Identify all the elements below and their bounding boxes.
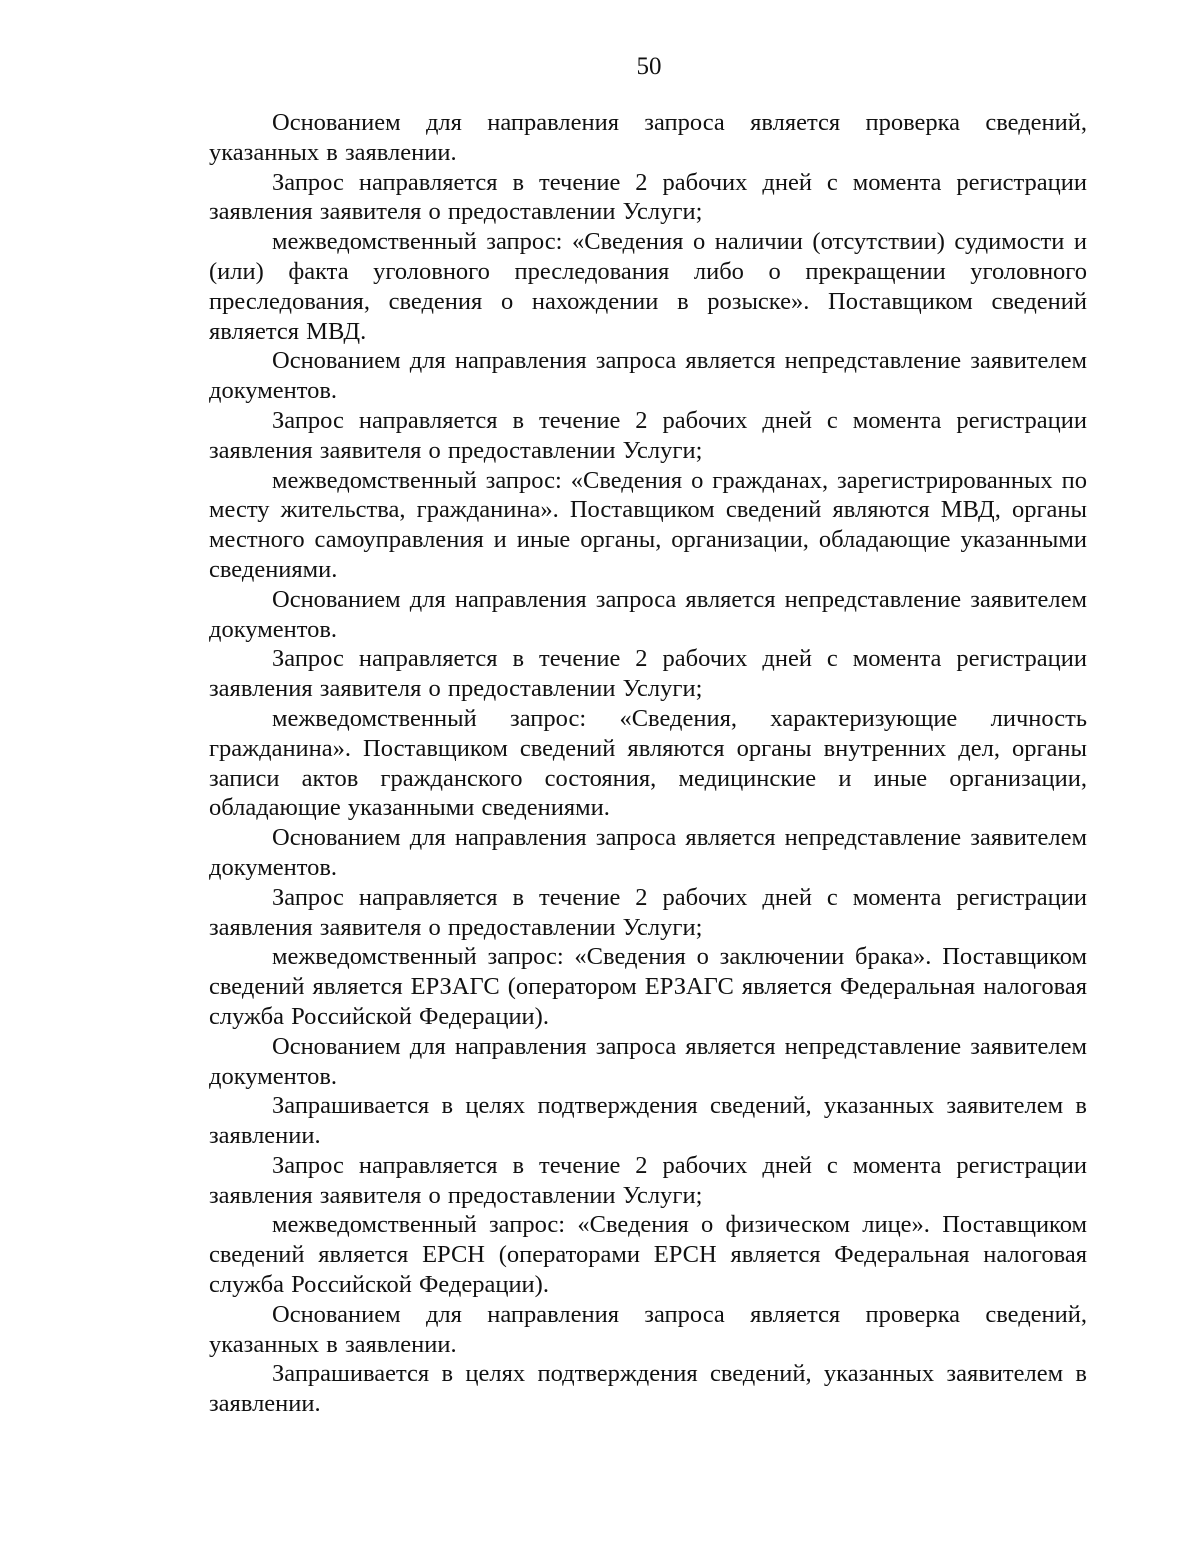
- document-body: [209, 108, 1087, 1419]
- paragraph: Основанием для направления запроса является проверка сведений, указанных в заявлении.: [209, 1300, 1087, 1358]
- paragraph: Основанием для направления запроса является проверка сведений, указанных в заявлении.: [209, 109, 1087, 166]
- paragraph: межведомственный запрос: «Сведения, характеризующие личность гражданина». Поставщиком сведений являются органы внутренних дел, органы записи актов гражданского состояния, медицинские и иные организации, обладающие указанными сведениями.: [209, 704, 1087, 822]
- page-number: 50: [636, 53, 662, 80]
- paragraph: Запрос направляется в течение 2 рабочих дней с момента регистрации заявления заявителя о предоставлении Услуги;: [209, 168, 1087, 226]
- paragraph: Запрос направляется в течение 2 рабочих дней с момента регистрации заявления заявителя о предоставлении Услуги;: [209, 645, 1087, 703]
- paragraph: межведомственный запрос: «Сведения о физическом лице». Поставщиком сведений является ЕРСН (операторами ЕРСН является Федеральная налоговая служба Российской Федерации).: [209, 1211, 1087, 1299]
- paragraph: Запрашивается в целях подтверждения сведений, указанных заявителем в заявлении.: [209, 1360, 1087, 1418]
- paragraph: Основанием для направления запроса является непредставление заявителем документов.: [209, 824, 1087, 881]
- paragraph: межведомственный запрос: «Сведения о наличии (отсутствии) судимости и (или) факта уголовного преследования либо о прекращении уголовного преследования, сведения о нахождении в розыске». Поставщиком сведений является МВД.: [209, 228, 1087, 345]
- paragraph: Запрос направляется в течение 2 рабочих дней с момента регистрации заявления заявителя о предоставлении Услуги;: [209, 883, 1087, 941]
- paragraph: Запрос направляется в течение 2 рабочих дней с момента регистрации заявления заявителя о предоставлении Услуги;: [209, 406, 1087, 464]
- paragraph: Основанием для направления запроса является непредставление заявителем документов.: [209, 347, 1087, 405]
- paragraph: Запрос направляется в течение 2 рабочих дней с момента регистрации заявления заявителя о предоставлении Услуги;: [209, 1151, 1087, 1209]
- paragraph: межведомственный запрос: «Сведения о заключении брака». Поставщиком сведений является ЕРЗАГС (оператором ЕРЗАГС является Федеральная налоговая служба Российской Федерации).: [209, 943, 1087, 1030]
- paragraph: межведомственный запрос: «Сведения о гражданах, зарегистрированных по месту жительства, гражданина». Поставщиком сведений являются МВД, органы местного самоуправления и иные органы, организации, обладающие указанными сведениями.: [209, 466, 1087, 583]
- paragraph: Запрашивается в целях подтверждения сведений, указанных заявителем в заявлении.: [209, 1092, 1087, 1150]
- paragraph: Основанием для направления запроса является непредставление заявителем документов.: [209, 1032, 1087, 1090]
- paragraph: Основанием для направления запроса является непредставление заявителем документов.: [209, 585, 1087, 643]
